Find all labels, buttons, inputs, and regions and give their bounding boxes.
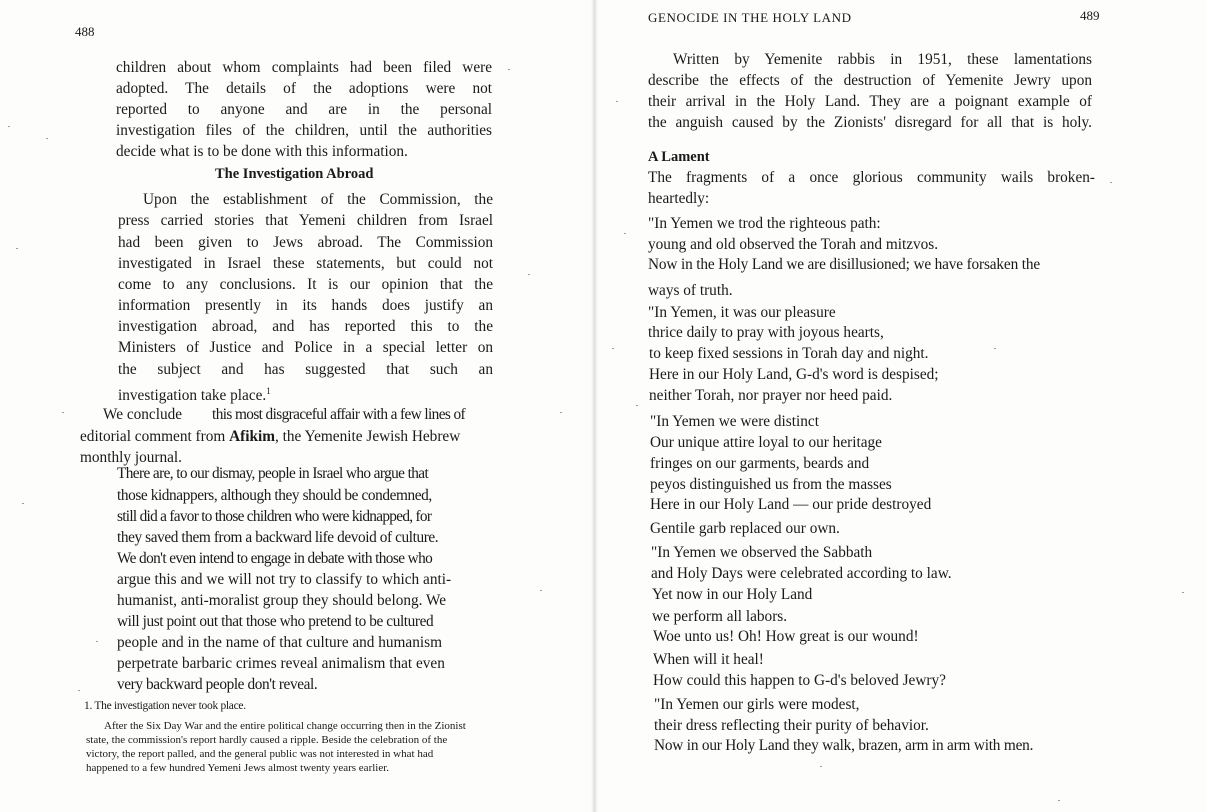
scan-speck — [1110, 182, 1112, 183]
scan-speck — [994, 348, 996, 349]
quote-line: they saved them from a backward life devoid of culture. — [117, 529, 439, 546]
intro-line: the anguish caused by the Zionists' disregard for all that is holy. — [648, 114, 1092, 131]
verse-line: young and old observed the Torah and mitzvos. — [648, 236, 939, 253]
verse-line: ways of truth. — [648, 282, 733, 299]
para2-line: the subject and has suggested that such an — [118, 361, 493, 378]
quote-line: perpetrate barbaric crimes reveal animalism that even — [117, 655, 445, 672]
para1-line: decide what is to be done with this information. — [116, 143, 408, 160]
quote-line: argue this and we will not try to classify to which anti- — [117, 571, 452, 588]
scan-speck — [528, 274, 530, 275]
footnote-first: 1. The investigation never took place. — [84, 700, 246, 712]
para1-line: reported to anyone and are in the personal — [116, 101, 492, 118]
para1-line: investigation files of the children, until the authorities — [116, 122, 492, 139]
scan-speck — [540, 590, 542, 591]
verse-line: peyos distinguished us from the masses — [650, 476, 892, 493]
verse-line: Gentile garb replaced our own. — [650, 520, 840, 537]
footnote-line: state, the commission's report hardly caused a ripple. Beside the celebration of the — [86, 734, 448, 746]
lead-line: heartedly: — [648, 190, 710, 207]
scan-speck — [62, 412, 64, 413]
para2-line: Upon the establishment of the Commission, the — [143, 191, 493, 208]
scan-speck — [820, 766, 822, 767]
para2-last-line — [118, 381, 271, 406]
left-page-number: 488 — [75, 24, 95, 39]
book-gutter — [591, 0, 598, 812]
para1-line: children about whom complaints had been filed were — [116, 59, 492, 76]
quote-line: those kidnappers, although they should be condemned, — [117, 487, 432, 504]
scan-speck — [22, 503, 24, 504]
verse-line: "In Yemen our girls were modest, — [654, 696, 860, 713]
scan-speck — [560, 412, 562, 413]
running-head: GENOCIDE IN THE HOLY LAND — [648, 10, 852, 25]
scan-speck — [96, 641, 98, 642]
scan-speck — [616, 101, 618, 102]
intro-line: describe the effects of the destruction of Yemenite Jewry upon — [648, 72, 1092, 89]
scan-speck — [16, 248, 18, 249]
left-page — [0, 0, 591, 812]
verse-line: Here in our Holy Land — our pride destroyed — [650, 496, 932, 513]
quote-line: still did a favor to those children who were kidnapped, for — [117, 508, 432, 525]
scan-speck — [612, 348, 614, 349]
verse-line: "In Yemen we observed the Sabbath — [651, 544, 873, 561]
scan-speck — [636, 405, 638, 406]
conclude-text: , the Yemenite Jewish Hebrew — [275, 428, 461, 445]
scan-speck — [78, 690, 80, 691]
para2-line: Ministers of Justice and Police in a special letter on — [118, 339, 493, 356]
conclude-text: We conclude — [103, 406, 183, 423]
footnote-line: happened to a few hundred Yemeni Jews almost twenty years earlier. — [86, 762, 390, 774]
right-page-number: 489 — [1080, 8, 1100, 23]
quote-line: humanist, anti-moralist group they should belong. We — [117, 592, 447, 609]
quote-line: We don't even intend to engage in debate with those who — [117, 550, 433, 567]
verse-line: "In Yemen we were distinct — [650, 413, 819, 430]
verse-line: Now in the Holy Land we are disillusioned; we have forsaken the — [648, 256, 1040, 273]
verse-line: Yet now in our Holy Land — [652, 586, 813, 603]
para2-line: information presently in its hands does justify an — [118, 297, 493, 314]
para2-line: had been given to Jews abroad. The Commission — [118, 234, 493, 251]
section-heading: The Investigation Abroad — [215, 166, 374, 182]
para2-line: press carried stories that Yemeni children from Israel — [118, 212, 493, 229]
scan-speck — [1182, 592, 1184, 593]
conclude-line-1 — [103, 404, 465, 425]
verse-line: How could this happen to G-d's beloved Jewry? — [653, 672, 946, 689]
footnote-line: After the Six Day War and the entire political change occurring then in the Zionist — [104, 720, 466, 732]
verse-line: Our unique attire loyal to our heritage — [650, 434, 882, 451]
verse-line: "In Yemen, it was our pleasure — [648, 304, 836, 321]
footnote-line: victory, the report palled, and the general public was not interested in what had — [86, 748, 434, 760]
conclude-line-2 — [80, 426, 460, 447]
source-name: Afikim — [229, 428, 276, 445]
footnote-ref: 1 — [266, 386, 271, 396]
intro-line: Written by Yemenite rabbis in 1951, these lamentations — [673, 51, 1092, 68]
intro-line: their arrival in the Holy Land. They are a poignant example of — [648, 93, 1092, 110]
verse-line: Here in our Holy Land, G-d's word is despised; — [649, 366, 939, 383]
scan-speck — [1058, 800, 1060, 801]
verse-line: fringes on our garments, beards and — [650, 455, 870, 472]
verse-line: Woe unto us! Oh! How great is our wound! — [653, 628, 919, 645]
verse-line: and Holy Days were celebrated according to law. — [651, 565, 952, 582]
scan-speck — [508, 69, 510, 70]
verse-line: neither Torah, nor prayer nor heed paid. — [649, 387, 893, 404]
lead-line: The fragments of a once glorious community wails broken- — [648, 169, 1095, 186]
para2-line: investigation take place. — [118, 387, 267, 405]
scan-speck — [624, 233, 626, 234]
scan-speck — [8, 126, 10, 127]
para1-line: adopted. The details of the adoptions were not — [116, 80, 492, 97]
conclude-text: editorial comment from — [80, 428, 230, 445]
verse-line: their dress reflecting their purity of behavior. — [654, 717, 929, 734]
verse-line: Now in our Holy Land they walk, brazen, arm in arm with men. — [654, 737, 1034, 754]
para2-line: investigation abroad, and has reported this to the — [118, 318, 493, 335]
para2-line: investigated in Israel these statements, but could not — [118, 255, 493, 272]
verse-line: When will it heal! — [653, 651, 764, 668]
right-page — [598, 0, 1207, 812]
lament-heading: A Lament — [648, 149, 710, 165]
conclude-text: this most disgraceful affair with a few lines of — [212, 406, 466, 423]
scan-speck — [46, 138, 48, 139]
verse-line: to keep fixed sessions in Torah day and night. — [649, 345, 929, 362]
verse-line: we perform all labors. — [652, 608, 788, 625]
quote-line: will just point out that those who pretend to be cultured — [117, 613, 434, 630]
verse-line: "In Yemen we trod the righteous path: — [648, 215, 881, 232]
verse-line: thrice daily to pray with joyous hearts, — [648, 324, 884, 341]
quote-line: very backward people don't reveal. — [117, 676, 318, 693]
quote-line: There are, to our dismay, people in Israel who argue that — [117, 465, 429, 482]
quote-line: people and in the name of that culture and humanism — [117, 634, 442, 651]
para2-line: come to any conclusions. It is our opinion that the — [118, 276, 493, 293]
conclude-line-3: monthly journal. — [80, 449, 182, 466]
